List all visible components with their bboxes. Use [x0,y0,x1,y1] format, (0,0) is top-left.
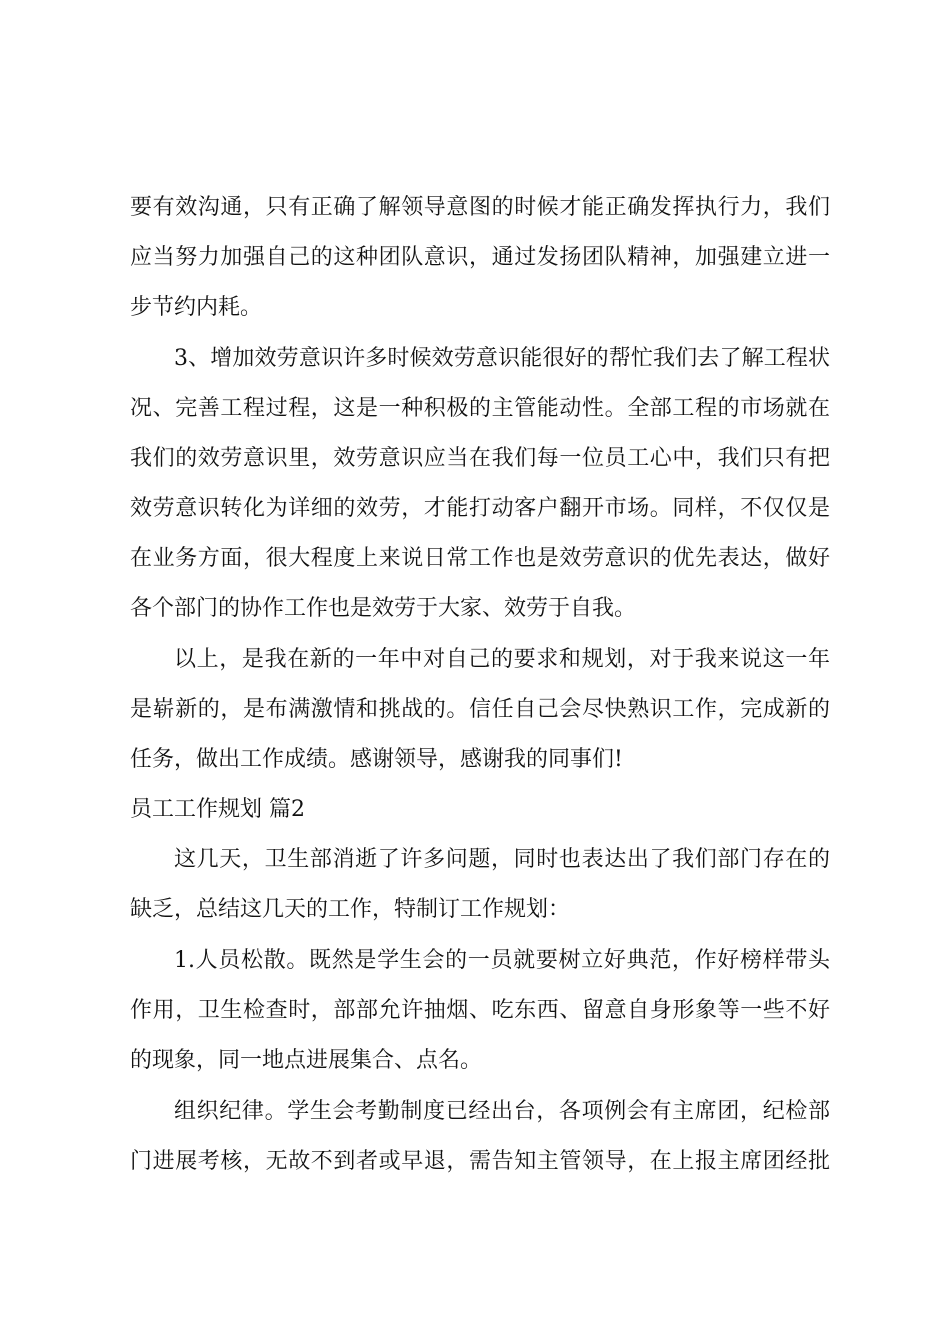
paragraph-start-line: 3、增加效劳意识许多时候效劳意识能很好的帮忙我们去了解工程状 [174,346,830,371]
text-line: 是崭新的，是布满激情和挑战的。信任自己会尽快熟识工作，完成新的 [130,697,830,722]
text-line: 在业务方面，很大程度上来说日常工作也是效劳意识的优先表达，做好 [130,546,830,571]
text-line: 应当努力加强自己的这种团队意识，通过发扬团队精神，加强建立进一 [130,245,830,270]
text-line: 任务，做出工作成绩。感谢领导，感谢我的同事们! [130,747,623,772]
text-line: 门进展考核，无故不到者或早退，需告知主管领导，在上报主席团经批 [130,1149,830,1174]
text-line: 效劳意识转化为详细的效劳，才能打动客户翻开市场。同样，不仅仅是 [130,496,830,521]
text-line: 的现象，同一地点进展集合、点名。 [130,1048,483,1073]
text-line: 我们的效劳意识里，效劳意识应当在我们每一位员工心中，我们只有把 [130,446,830,471]
section-heading: 员工工作规划 篇2 [130,797,305,822]
paragraph-start-line: 组织纪律。学生会考勤制度已经出台，各项例会有主席团，纪检部 [174,1099,830,1124]
paragraph-start-line: 这几天，卫生部消逝了许多问题，同时也表达出了我们部门存在的 [174,847,830,872]
paragraph-start-line: 以上，是我在新的一年中对自己的要求和规划，对于我来说这一年 [174,647,830,672]
text-line: 步节约内耗。 [130,295,263,320]
text-line: 各个部门的协作工作也是效劳于大家、效劳于自我。 [130,596,637,621]
paragraph-start-line: 1.人员松散。既然是学生会的一员就要树立好典范，作好榜样带头 [174,948,830,973]
text-line: 作用，卫生检查时，部部允许抽烟、吃东西、留意自身形象等一些不好 [130,998,830,1023]
text-line: 缺乏，总结这几天的工作，特制订工作规划： [130,897,571,922]
text-line: 况、完善工程过程，这是一种积极的主管能动性。全部工程的市场就在 [130,396,830,421]
text-line: 要有效沟通，只有正确了解领导意图的时候才能正确发挥执行力，我们 [130,195,830,220]
